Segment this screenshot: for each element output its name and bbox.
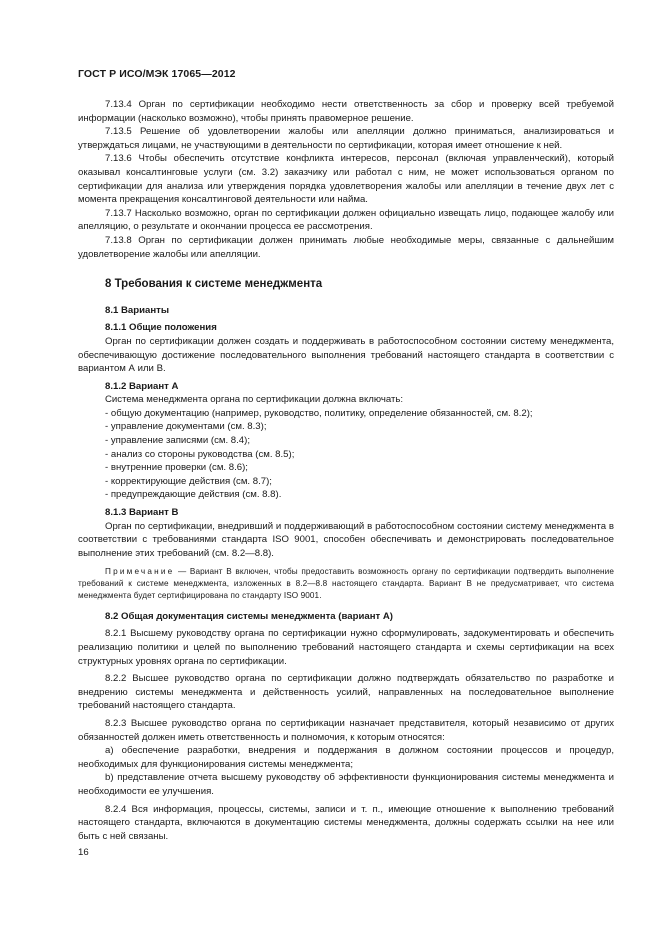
section-8-title: 8 Требования к системе менеджмента	[105, 278, 323, 291]
subsection-8-1-3-text: Орган по сертификации, внедривший и поддерживающий в работоспособном состоянии систему менеджмента в соответствии с требованиями стандарта ISO 9001, способен обеспечивать и демонстрировать последовательное выполнение этих требований (см. 8.2—8.8).	[78, 520, 614, 559]
paragraph-8-2-2: 8.2.2 Высшее руководство органа по сертификации должно подтверждать обязательство по разработке и внедрению системы менеджмента и действенность усилий, направленных на последовательное выполнение требований настоящего стандарта.	[78, 673, 614, 712]
list-item: - предупреждающие действия (см. 8.8).	[105, 489, 282, 501]
paragraph-7-13-4: 7.13.4 Орган по сертификации необходимо нести ответственность за сбор и проверку всей требуемой информации (насколько возможно), чтобы принять правомерное решение.	[78, 99, 614, 124]
list-item: - управление записями (см. 8.4);	[105, 435, 251, 447]
subsection-8-1-3-title: 8.1.3 Вариант В	[105, 507, 179, 519]
paragraph-8-2-3-a: а) обеспечение разработки, внедрения и поддержания в должном состоянии процессов и процедур, необходимых для функционирования системы менеджмента;	[78, 745, 614, 770]
page-number: 16	[78, 847, 89, 858]
note-label: Примечание	[105, 567, 175, 577]
paragraph-7-13-7: 7.13.7 Насколько возможно, орган по сертификации должен официально извещать лицо, подающее жалобу или апелляцию, о результате и окончании процесса ее рассмотрения.	[78, 207, 614, 233]
subsection-8-2-title: 8.2 Общая документация системы менеджмента (вариант А)	[105, 610, 393, 622]
paragraph-7-13-6: 7.13.6 Чтобы обеспечить отсутствие конфликта интересов, персонал (включая управленческий), который оказывал консалтинговые услуги (см. 3.2) заказчику или работал с ним, не может использоваться органом по сертификации для анализа или утверждения порядка удовлетворения жалобы или апелляции в течение двух лет с момента прекращения консалтинговой деятельности или найма.	[78, 153, 614, 206]
subsection-8-1-1-title: 8.1.1 Общие положения	[105, 322, 217, 334]
paragraph-8-2-1: 8.2.1 Высшему руководству органа по сертификации нужно сформулировать, задокументировать и обеспечить реализацию политики и целей по выполнению требований настоящего стандарта и схемы сертификации на всех структурных уровнях органа по сертификации.	[78, 628, 614, 667]
paragraph-7-13-5: 7.13.5 Решение об удовлетворении жалобы или апелляции должно приниматься, анализироваться и утверждаться лицами, не участвующими в деятельности по сертификации, которая имеет отношение к ней.	[78, 126, 614, 151]
paragraph-8-2-3-b: b) представление отчета высшему руководству об эффективности функционирования системы менеджмента и необходимости ее улучшения.	[78, 772, 614, 797]
note	[78, 566, 614, 601]
list-item: - общую документацию (например, руководство, политику, определение обязанностей, см. 8.2);	[105, 407, 533, 419]
paragraph-7-13-8: 7.13.8 Орган по сертификации должен принимать любые необходимые меры, связанные с дальнейшим удовлетворение жалобы или апелляции.	[78, 234, 614, 260]
subsection-8-1-2-text: Система менеджмента органа по сертификации должна включать:	[105, 394, 404, 406]
paragraph-8-2-4: 8.2.4 Вся информация, процессы, системы, записи и т. п., имеющие отношение к выполнению требований настоящего стандарта, включаются в документацию системы менеджмента, должны содержать ссылки на нее или быть с ней связаны.	[78, 803, 614, 842]
subsection-8-1-1-text: Орган по сертификации должен создать и поддерживать в работоспособном состоянии систему менеджмента, обеспечивающую достижение последовательного выполнения требований настоящего стандарта в соответствии с вариантом А или В.	[78, 335, 614, 375]
list-item: - анализ со стороны руководства (см. 8.5);	[105, 448, 295, 460]
page-header: ГОСТ Р ИСО/МЭК 17065—2012	[78, 68, 236, 80]
subsection-8-1-2-title: 8.1.2 Вариант А	[105, 380, 179, 392]
list-item: - управление документами (см. 8.3);	[105, 421, 267, 433]
list-item: - внутренние проверки (см. 8.6);	[105, 462, 248, 474]
subsection-8-1-title: 8.1 Варианты	[105, 304, 170, 316]
paragraph-8-2-3: 8.2.3 Высшее руководство органа по сертификации назначает представителя, который независимо от других обязанностей должен иметь ответственность и полномочия, к которым относятся:	[78, 717, 614, 743]
page-content	[78, 98, 614, 843]
note-text: — Вариант В включен, чтобы предоставить возможность органу по сертификации подтвердить выполнение требований к системе менеджмента, изложенных в 8.2—8.8 настоящего стандарта. Вариант В не предусматривает, что система менеджмента будет сертифицирована по стандарту ISO 9001.	[78, 567, 614, 600]
list-item: - корректирующие действия (см. 8.7);	[105, 475, 272, 487]
